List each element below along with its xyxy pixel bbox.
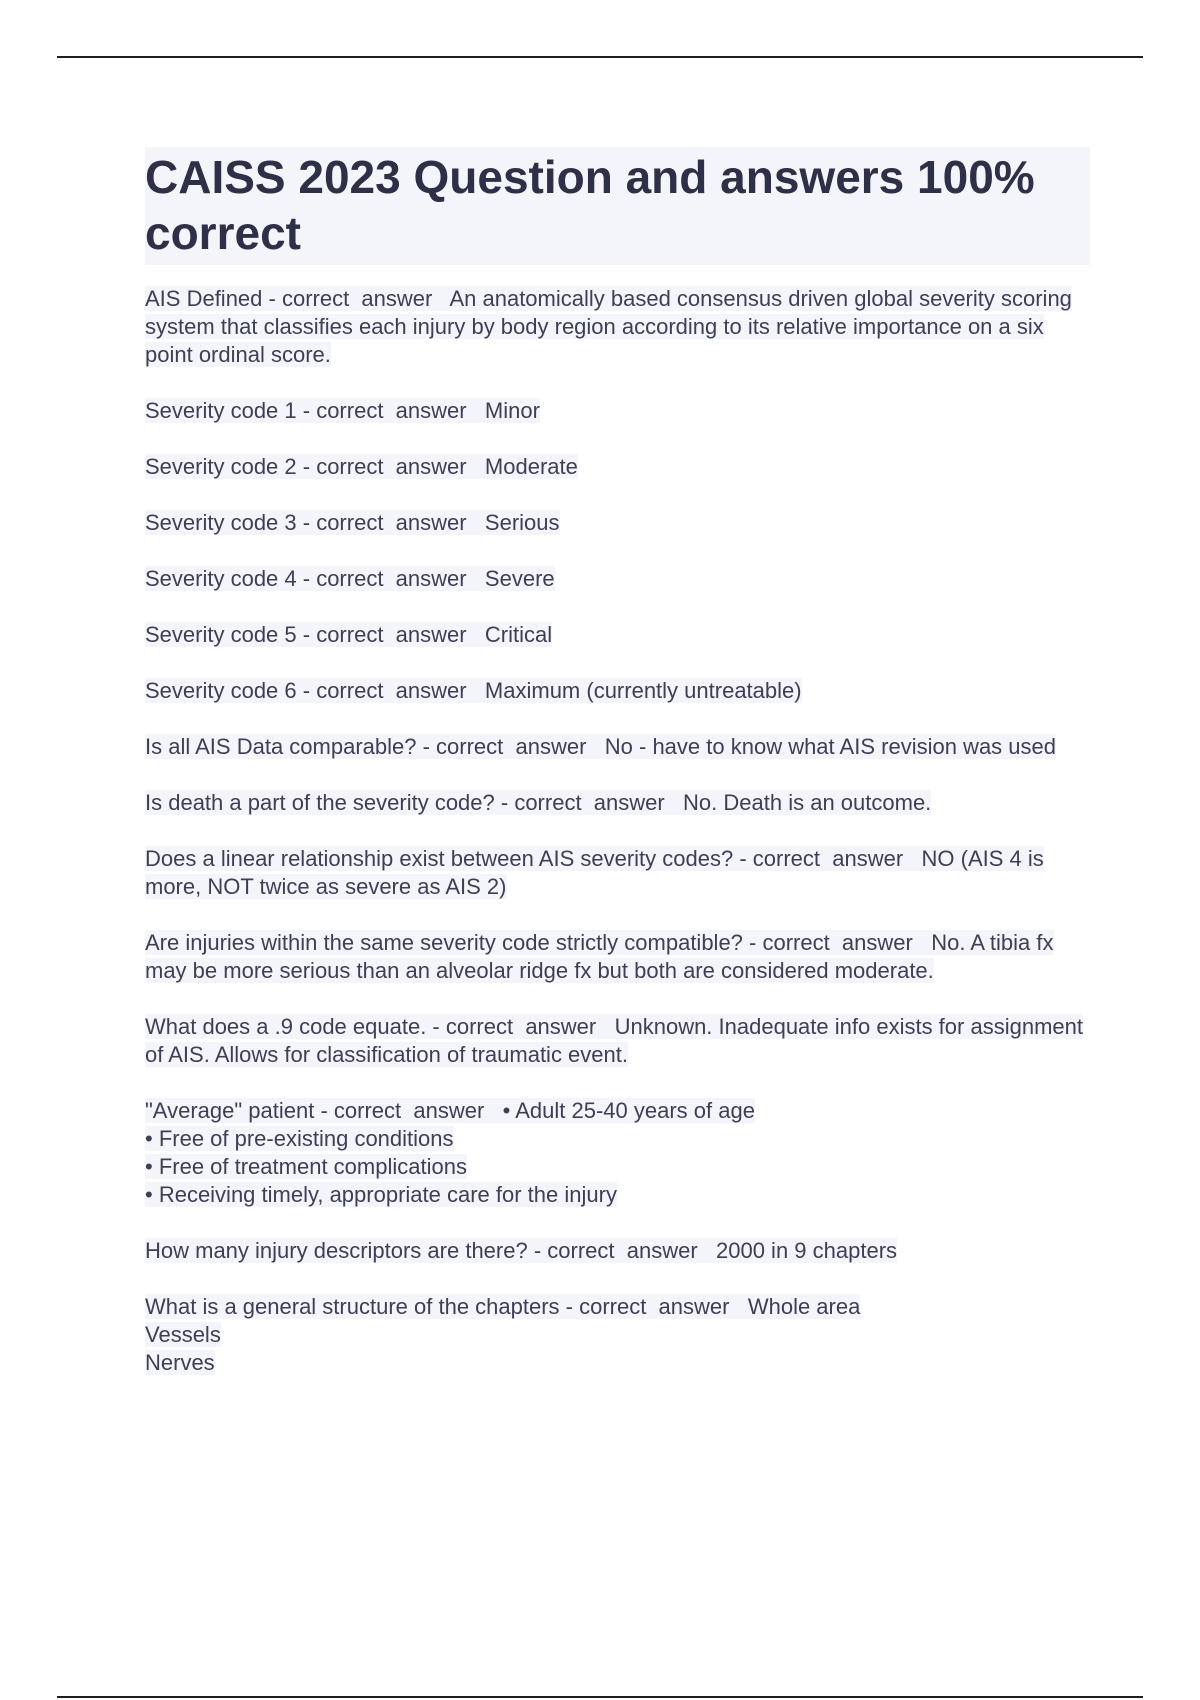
qa-item [145, 677, 1090, 705]
answer-text: No. A tibia fx may be more serious than an alveolar ridge fx but both are considered moderate. [145, 930, 1054, 983]
document-body [145, 147, 1090, 1405]
answer-line: • Free of treatment complications [145, 1154, 467, 1179]
answer-separator: - correct answer [296, 622, 485, 647]
answer-text: NO (AIS 4 is more, NOT twice as severe as AIS 2) [145, 846, 1044, 899]
question-text: What is a general structure of the chapters [145, 1294, 560, 1319]
answer-text: No - have to know what AIS revision was used [604, 734, 1056, 759]
answer-text: 2000 in 9 chapters [716, 1238, 898, 1263]
answer-separator: - correct answer [559, 1294, 748, 1319]
question-text: Is death a part of the severity code? [145, 790, 495, 815]
answer-separator: - correct answer [296, 510, 485, 535]
answer-separator: - correct answer [314, 1098, 503, 1123]
answer-separator: - correct answer [262, 286, 450, 311]
question-text: Are injuries within the same severity code strictly compatible? [145, 930, 743, 955]
qa-item [145, 565, 1090, 593]
answer-text: • Adult 25-40 years of age [502, 1098, 755, 1123]
qa-list [145, 285, 1090, 1377]
answer-line: • Free of pre-existing conditions [145, 1126, 454, 1151]
qa-item [145, 1097, 1090, 1209]
answer-separator: - correct answer [742, 930, 932, 955]
qa-item [145, 733, 1090, 761]
answer-separator: - correct answer [416, 734, 605, 759]
answer-text: Unknown. Inadequate info exists for assignment of AIS. Allows for classification of traumatic event. [145, 1014, 1083, 1067]
answer-separator: - correct answer [426, 1014, 615, 1039]
qa-item [145, 1237, 1090, 1265]
question-text: Is all AIS Data comparable? [145, 734, 417, 759]
answer-separator: - correct answer [494, 790, 684, 815]
answer-separator: - correct answer [733, 846, 922, 871]
qa-item [145, 845, 1090, 901]
answer-separator: - correct answer [527, 1238, 716, 1263]
answer-text: Serious [484, 510, 560, 535]
top-rule [57, 56, 1143, 58]
answer-separator: - correct answer [296, 398, 485, 423]
qa-item [145, 509, 1090, 537]
answer-separator: - correct answer [296, 566, 485, 591]
answer-text: Minor [484, 398, 540, 423]
question-text: Severity code 1 [145, 398, 297, 423]
answer-text: Whole area [747, 1294, 861, 1319]
question-text: AIS Defined [145, 286, 263, 311]
qa-item [145, 1013, 1090, 1069]
answer-line: Vessels [145, 1322, 221, 1347]
question-text: Severity code 3 [145, 510, 297, 535]
answer-text: Moderate [484, 454, 578, 479]
question-text: Severity code 4 [145, 566, 297, 591]
bottom-rule [57, 1696, 1143, 1698]
answer-separator: - correct answer [296, 454, 485, 479]
question-text: How many injury descriptors are there? [145, 1238, 528, 1263]
question-text: "Average" patient [145, 1098, 315, 1123]
qa-item [145, 1293, 1090, 1377]
question-text: Severity code 5 [145, 622, 297, 647]
answer-text: An anatomically based consensus driven global severity scoring system that classifies each injury by body region according to its relative importance on a six point ordinal score. [145, 286, 1072, 367]
qa-item [145, 453, 1090, 481]
answer-line: Nerves [145, 1350, 215, 1375]
question-text: Does a linear relationship exist between AIS severity codes? [145, 846, 734, 871]
page-title: CAISS 2023 Question and answers 100% correct [145, 147, 1090, 265]
qa-item [145, 397, 1090, 425]
qa-item [145, 929, 1090, 985]
answer-text: Severe [484, 566, 555, 591]
answer-text: Maximum (currently untreatable) [484, 678, 802, 703]
answer-text: No. Death is an outcome. [683, 790, 932, 815]
question-text: What does a .9 code equate. [145, 1014, 427, 1039]
answer-separator: - correct answer [296, 678, 485, 703]
answer-line: • Receiving timely, appropriate care for the injury [145, 1182, 617, 1207]
answer-text: Critical [484, 622, 553, 647]
qa-item [145, 789, 1090, 817]
qa-item [145, 621, 1090, 649]
qa-item [145, 285, 1090, 369]
question-text: Severity code 2 [145, 454, 297, 479]
question-text: Severity code 6 [145, 678, 297, 703]
